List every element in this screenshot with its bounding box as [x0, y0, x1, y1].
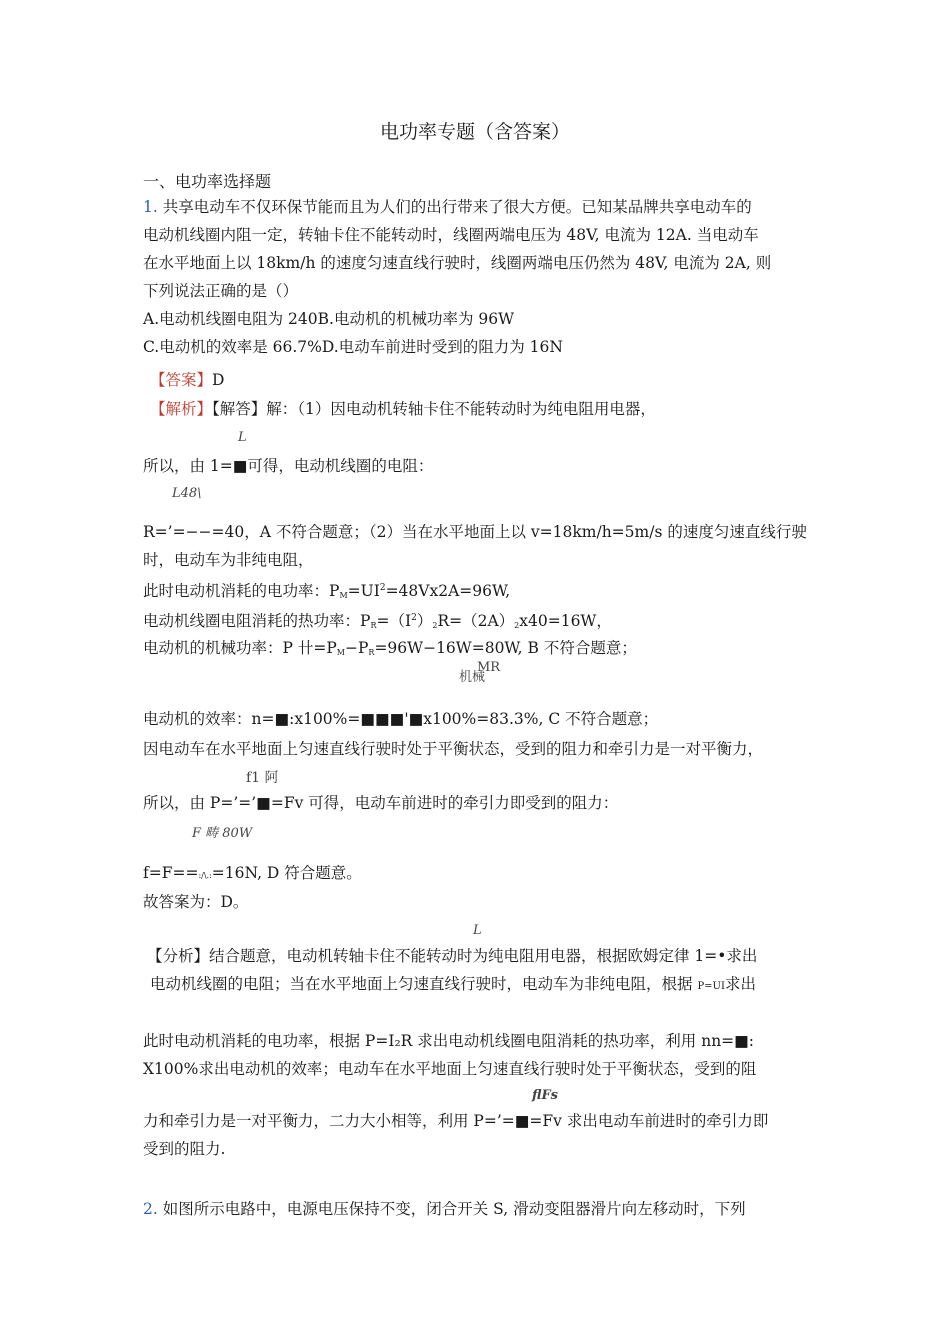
q1-text-1: 共享电动车不仅环保节能而且为人们的出行带来了很大方便。已知某品牌共享电动车的	[162, 198, 752, 216]
formula-fragment: f1 阿	[246, 770, 279, 786]
section-heading: 一、电功率选择题	[143, 172, 272, 191]
analysis-line-12: 故答案为：D。	[143, 893, 249, 911]
formula-fragment: flFs	[532, 1088, 558, 1103]
analysis-line-3: R=’=−−=40，A 不符合题意；（2）当在水平地面上以 v=18km/h=5m/s 的速度匀速直线行驶	[143, 523, 807, 541]
analysis-line-10: 所以，由 P=’=’■=Fv 可得，电动车前进时的牵引力即受到的阻力：	[143, 794, 619, 812]
text: −P	[344, 639, 369, 657]
text: R=（2A）	[437, 612, 515, 631]
subscript-label: 机械	[459, 670, 486, 685]
superscript-label: MR	[477, 660, 501, 675]
text: 电动机线圈的电阻；当在水平地面上匀速直线行驶时，电动车为非纯电阻，根据	[150, 975, 693, 993]
q1-options-cd: C.电动机的效率是 66.7%D.电动车前进时受到的阻力为 16N	[143, 338, 563, 356]
formula-fragment: L	[238, 430, 247, 445]
superscript: 2	[379, 583, 386, 593]
subscript: M	[339, 591, 348, 601]
q1-line-1	[143, 196, 752, 218]
text: x40=16W，	[519, 612, 612, 631]
subscript: R	[370, 621, 377, 631]
formula-small: P=UI	[697, 981, 725, 992]
text: 电动机线圈电阻消耗的热功率：P	[143, 612, 371, 631]
fraction-fragment: :/\.:	[198, 871, 212, 880]
q1-line-2: 电动机线圈内阻一定，转轴卡住不能转动时，线圈两端电压为 48V, 电流为 12A. 当电动车	[143, 226, 759, 244]
formula-fragment: L	[473, 923, 482, 938]
text: f=F==	[143, 864, 199, 882]
analysis-line-2: 所以，由 1=■可得，电动机线圈的电阻：	[143, 457, 434, 475]
analysis-line-7	[143, 637, 637, 664]
fenxi-line-5: 力和牵引力是一对平衡力，二力大小相等，利用 P=’=■=Fv 求出电动车前进时的牵引力即	[143, 1112, 769, 1130]
analysis-line-8: 电动机的效率：n=■:x100%=■■■'■x100%=83.3%, C 不符合题意；	[143, 710, 659, 728]
fenxi-line-3: 此时电动机消耗的电功率，根据 P=I₂R 求出电动机线圈电阻消耗的热功率，利用 nn=■:	[143, 1032, 755, 1050]
text: ）	[416, 612, 433, 631]
analysis-line-9: 因电动车在水平地面上匀速直线行驶时处于平衡状态，受到的阻力和牵引力是一对平衡力，	[143, 740, 764, 758]
subscript: 2	[432, 621, 438, 631]
analysis-text-1: 【解答】解：（1）因电动机转轴卡住不能转动时为纯电阻用电器，	[212, 400, 656, 418]
subscript: 2	[514, 621, 520, 631]
answer-line	[150, 369, 224, 391]
fenxi-line-4: X100%求出电动机的效率；电动车在水平地面上匀速直线行驶时处于平衡状态，受到的阻	[143, 1060, 757, 1078]
analysis-line-4: 时，电动车为非纯电阻，	[143, 551, 314, 569]
text: 电动机的机械功率：P 卄=P	[143, 639, 337, 657]
text: 求出	[724, 975, 756, 993]
page-title: 电功率专题（含答案）	[379, 121, 570, 143]
text: =16N, D 符合题意。	[211, 864, 362, 882]
q1-line-4: 下列说法正确的是（）	[143, 282, 299, 300]
answer-tag: 【答案】	[150, 371, 213, 389]
analysis-line-11	[143, 862, 362, 887]
q1-number: 1.	[143, 198, 158, 216]
superscript: 2	[411, 613, 417, 623]
analysis-line-5	[143, 577, 510, 607]
fenxi-line-1: 【分析】结合题意，电动机转轴卡住不能转动时为纯电阻用电器，根据欧姆定律 1=•求出	[147, 947, 758, 965]
q2-line-1	[143, 1198, 746, 1220]
formula-fragment: L48\	[172, 486, 202, 501]
text: =96W−16W=80W, B 不符合题意；	[374, 639, 637, 657]
subscript: R	[368, 648, 375, 657]
answer-value: D	[212, 371, 225, 389]
analysis-tag: 【解析】	[150, 400, 213, 418]
subscript: M	[336, 648, 345, 657]
fenxi-line-2	[150, 973, 756, 998]
text: =UI	[347, 582, 380, 601]
text: 此时电动机消耗的电功率：P	[143, 582, 340, 601]
text: =48Vx2A=96W,	[385, 582, 511, 601]
analysis-line-1	[150, 398, 656, 420]
q1-line-3: 在水平地面上以 18km/h 的速度匀速直线行驶时，线圈两端电压仍然为 48V, 电流为 2A, 则	[143, 254, 772, 272]
q2-number: 2.	[143, 1200, 158, 1218]
formula-fragment: F 畴 80W	[192, 826, 253, 841]
q1-options-ab: A.电动机线圈电阻为 240B.电动机的机械功率为 96W	[143, 310, 515, 328]
analysis-line-6	[143, 607, 612, 637]
q2-text-1: 如图所示电路中，电源电压保持不变，闭合开关 S, 滑动变阻器滑片向左移动时，下列	[162, 1200, 746, 1218]
fenxi-line-6: 受到的阻力.	[143, 1140, 226, 1158]
text: =（I	[376, 612, 412, 631]
